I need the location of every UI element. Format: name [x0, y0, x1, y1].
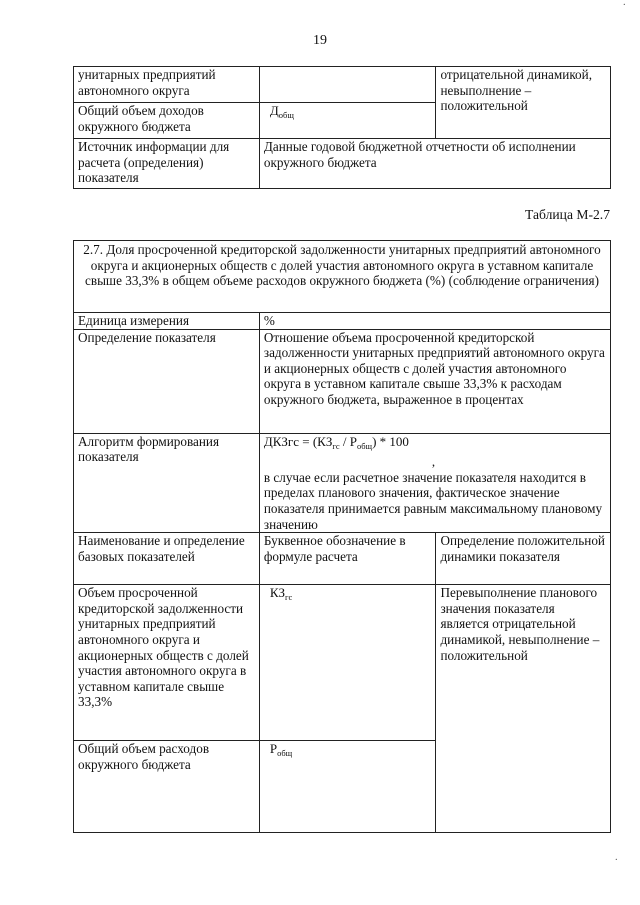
dynamics-value: Перевыполнение планового значения показателя является отрицательной динамикой, невыполнение – положительной — [436, 585, 611, 833]
cell-income-name: Общий объем доходов окружного бюджета — [74, 103, 260, 139]
formula: ДКЗгс = $(КЗ_{гс} / Р_{общ}) * 100$ , — [263, 433, 436, 470]
cell-source-label: Источник информации для расчета (определения) показателя — [74, 139, 260, 189]
base-row-expenses-name: Общий объем расходов окружного бюджета — [74, 741, 260, 833]
symbol-column-header: Буквенное обозначение в формуле расчета — [259, 533, 436, 585]
cell-symbol-empty — [259, 67, 436, 103]
cell-name-continued: унитарных предприятий автономного округа — [74, 67, 260, 103]
continued-indicator-table — [73, 66, 611, 189]
base-row-payables-symbol: $КЗ_{гс}$ — [259, 585, 436, 741]
cell-income-symbol: $Д_{общ}$ — [259, 103, 436, 139]
page-number: 19 — [313, 33, 327, 48]
base-row-payables-name: Объем просроченной кредиторской задолженности унитарных предприятий автономного округа и акционерных обществ с долей участия автономного округа в уставном капитале свыше 33,3% — [74, 585, 260, 741]
scan-mark-bottom: · — [614, 855, 618, 866]
algorithm-label: Алгоритм формирования показателя — [74, 433, 260, 533]
algorithm-value — [259, 433, 610, 533]
dynamics-column-header: Определение положительной динамики показателя — [436, 533, 611, 585]
base-indicators-label: Наименование и определение базовых показателей — [74, 533, 260, 585]
cell-dynamics-continued: отрицательной динамикой, невыполнение – положительной — [436, 67, 611, 139]
cell-source-value: Данные годовой бюджетной отчетности об исполнении окружного бюджета — [259, 139, 610, 189]
definition-value: Отношение объема просроченной кредиторской задолженности унитарных предприятий автономного округа и акционерных обществ с долей участия автономного округа в уставном капитале свыше 33,3% к расходам окружного бюджета, выраженное в процентах — [259, 329, 610, 433]
unit-value: % — [259, 313, 610, 330]
table-caption: Таблица М-2.7 — [525, 207, 610, 222]
base-row-expenses-symbol: $Р_{общ}$ — [259, 741, 436, 833]
unit-label: Единица измерения — [74, 313, 260, 330]
definition-label: Определение показателя — [74, 329, 260, 433]
algorithm-note: в случае если расчетное значение показателя находится в пределах планового значения, фактическое значение показателя принимается равным максимальному плановому значению — [263, 469, 603, 532]
indicator-table-2-7 — [73, 240, 611, 833]
indicator-header: 2.7. Доля просроченной кредиторской задолженности унитарных предприятий автономного округа и акционерных обществ с долей участия автономного округа в уставном капитале свыше 33,3% в общем объеме расходов окружного бюджета (%) (соблюдение ограничения) — [74, 241, 611, 313]
scan-mark-top: · — [622, 0, 626, 11]
